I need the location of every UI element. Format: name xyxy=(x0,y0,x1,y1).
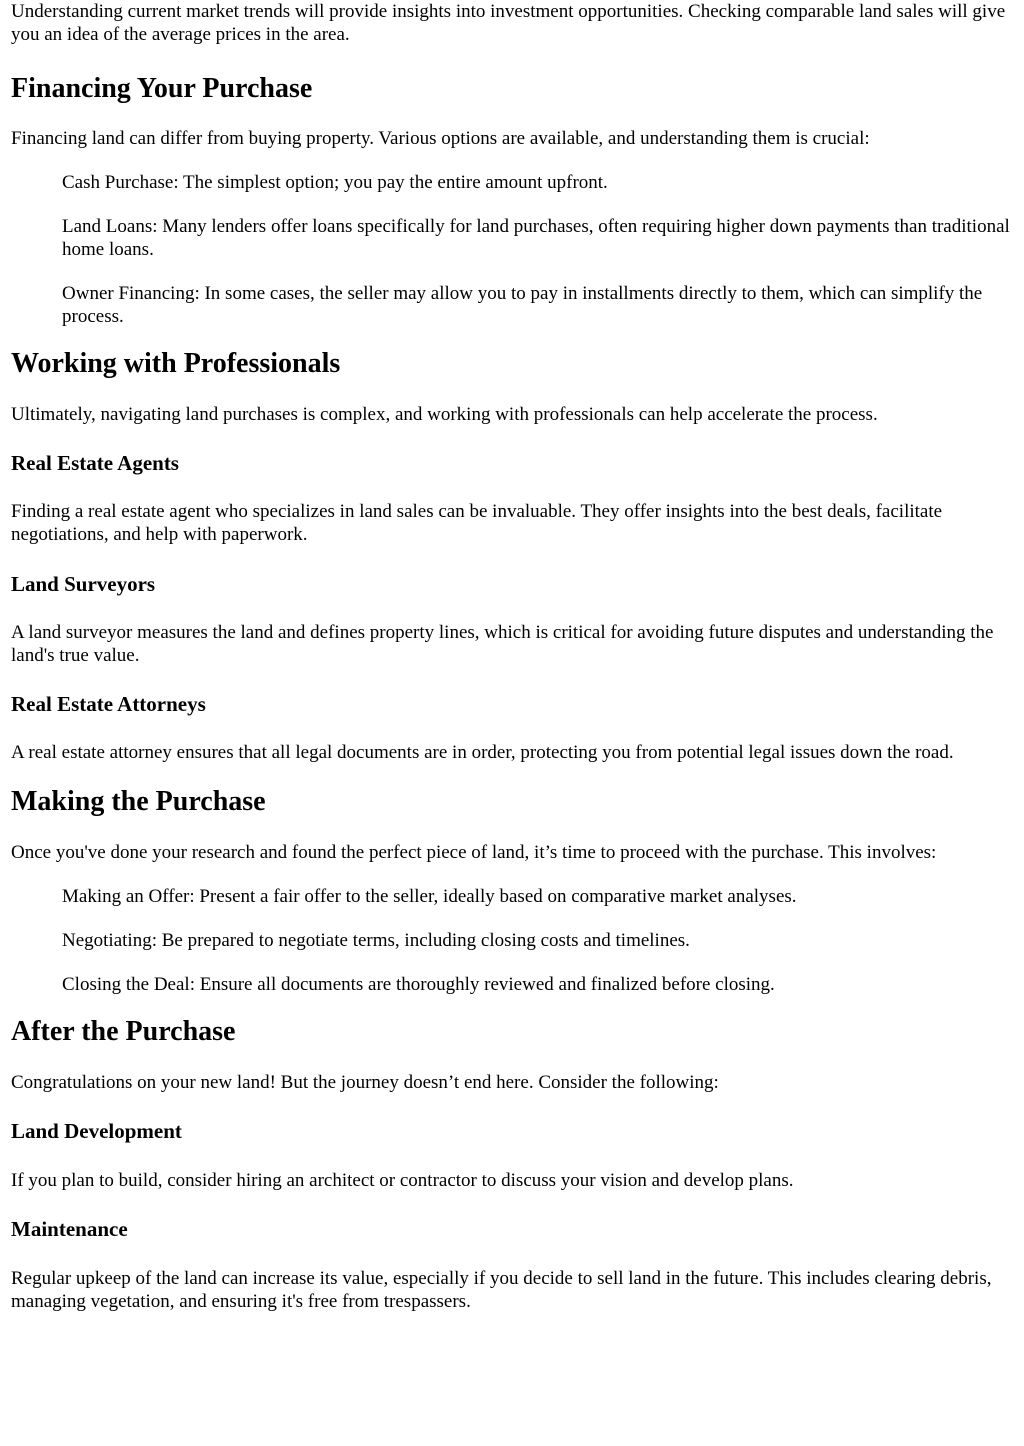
list-item: Making an Offer: Present a fair offer to the seller, ideally based on comparative market analyses. xyxy=(62,886,797,907)
agents-heading: Real Estate Agents xyxy=(11,451,179,475)
maintenance-paragraph: Regular upkeep of the land can increase its value, especially if you decide to sell land in the future. This includes clearing debris, managing vegetation, and ensuring it's free from trespassers. xyxy=(11,1268,992,1312)
list-item: Cash Purchase: The simplest option; you pay the entire amount upfront. xyxy=(62,172,608,193)
development-heading: Land Development xyxy=(11,1119,182,1143)
after-heading: After the Purchase xyxy=(11,1016,236,1047)
maintenance-heading: Maintenance xyxy=(11,1217,128,1241)
professionals-intro: Ultimately, navigating land purchases is complex, and working with professionals can help accelerate the process. xyxy=(11,404,878,425)
agents-paragraph: Finding a real estate agent who specializes in land sales can be invaluable. They offer insights into the best deals, facilitate negotiations, and help with paperwork. xyxy=(11,501,943,545)
list-item: Owner Financing: In some cases, the seller may allow you to pay in installments directly to them, which can simplify the process. xyxy=(62,283,983,327)
surveyors-paragraph: A land surveyor measures the land and defines property lines, which is critical for avoiding future disputes and understanding the land's true value. xyxy=(11,622,994,666)
list-item: Negotiating: Be prepared to negotiate terms, including closing costs and timelines. xyxy=(62,930,690,951)
after-intro: Congratulations on your new land! But the journey doesn’t end here. Consider the following: xyxy=(11,1072,719,1093)
development-paragraph: If you plan to build, consider hiring an architect or contractor to discuss your vision and develop plans. xyxy=(11,1170,794,1191)
list-item: Closing the Deal: Ensure all documents are thoroughly reviewed and finalized before closing. xyxy=(62,974,775,995)
making-intro: Once you've done your research and found the perfect piece of land, it’s time to proceed with the purchase. This involves: xyxy=(11,842,937,863)
list-item: Land Loans: Many lenders offer loans specifically for land purchases, often requiring higher down payments than traditional home loans. xyxy=(62,216,1010,260)
financing-heading: Financing Your Purchase xyxy=(11,73,313,104)
making-steps-list xyxy=(11,885,1014,996)
making-heading: Making the Purchase xyxy=(11,786,266,817)
financing-options-list xyxy=(11,171,1014,328)
surveyors-heading: Land Surveyors xyxy=(11,572,156,596)
intro-paragraph: Understanding current market trends will provide insights into investment opportunities. Checking comparable land sales will give you an idea of the average prices in the area. xyxy=(11,1,1006,45)
attorneys-paragraph: A real estate attorney ensures that all legal documents are in order, protecting you from potential legal issues down the road. xyxy=(11,742,954,763)
attorneys-heading: Real Estate Attorneys xyxy=(11,692,206,716)
financing-intro: Financing land can differ from buying property. Various options are available, and understanding them is crucial: xyxy=(11,128,870,149)
professionals-heading: Working with Professionals xyxy=(11,348,341,379)
